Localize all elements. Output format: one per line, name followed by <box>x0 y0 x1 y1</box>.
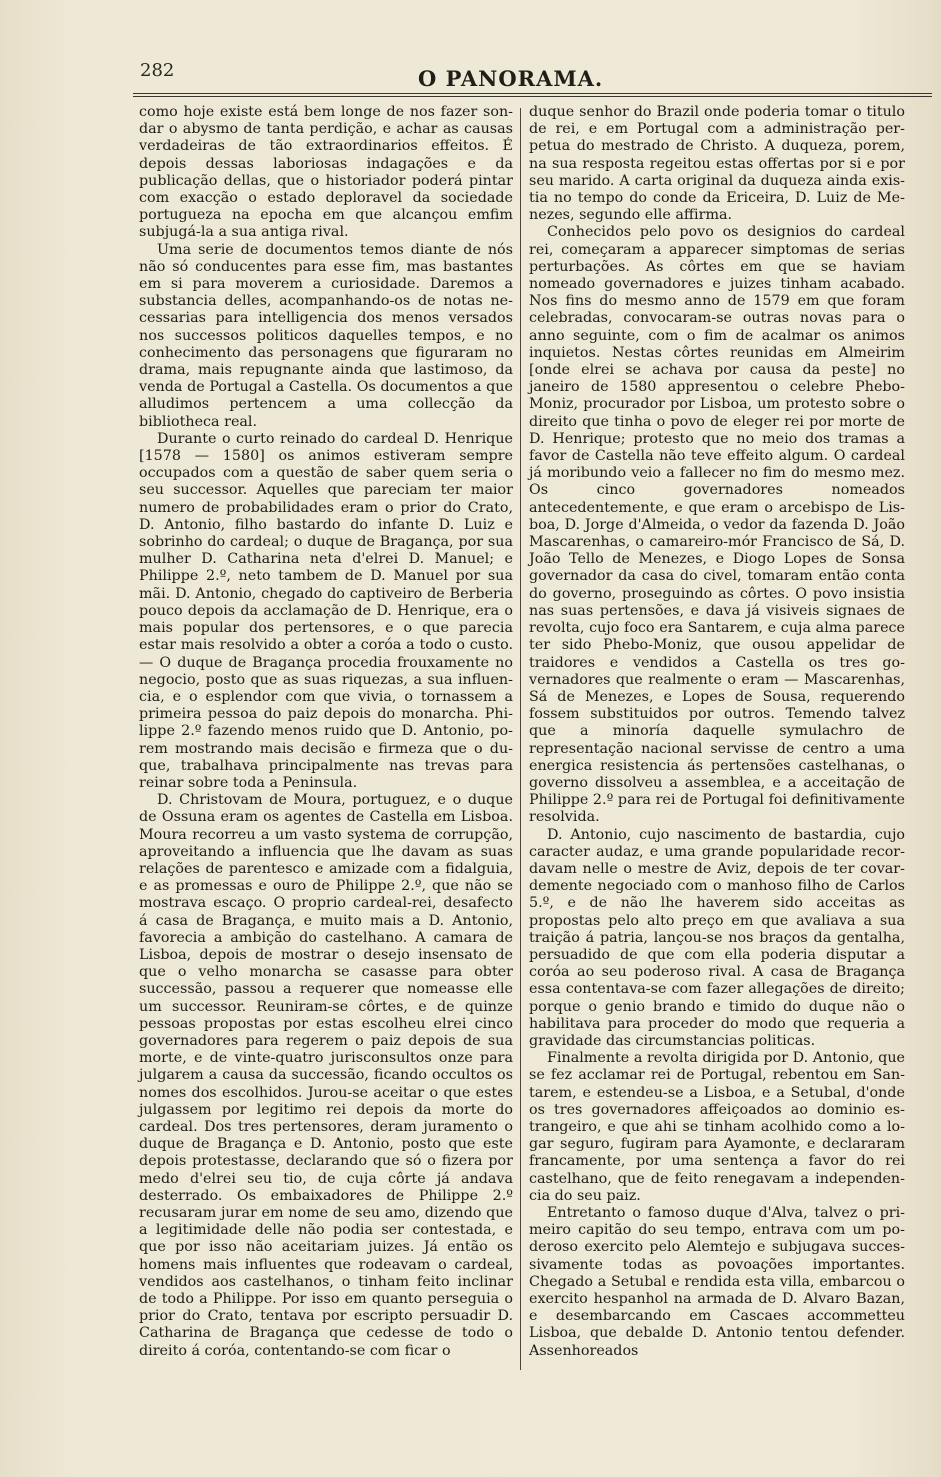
masthead-title: O PANORAMA. <box>418 66 604 91</box>
header-rule-top <box>133 93 932 94</box>
right-paragraph-3: D. Antonio, cujo nascimento de bastardia, cujo caracter audaz, e uma grande popularidade recordavam nelle o mestre de Aviz, depois de ter covardemente negociado com o manhoso filho de Carlos 5.º, e de não lhe haverem sido acceitas as propostas pelo alto preço em que avaliava a sua traição á patria, lançou-se nos braços da gentalha, persuadido de que com ella poderia disputar a coróa ao seu poderoso rival. A casa de Bragança essa contentava-se com fazer allegações de direito; porque o genio brando e timido do duque não o habilitava para proceder do modo que requeria a gravidade das circumstancias politicas. <box>529 826 905 1049</box>
header-rule-bottom <box>133 96 932 97</box>
right-paragraph-1: duque senhor do Brazil onde poderia tomar o titulo de rei, e em Portugal com a administração perpetua do mestrado de Christo. A duqueza, porem, na sua resposta regeitou estas offertas por si e por seu marido. A carta original da duqueza ainda existia no tempo do conde da Ericeira, D. Luiz de Menezes, segundo elle affirma. <box>529 104 905 224</box>
right-paragraph-2: Conhecidos pelo povo os designios do cardeal rei, começaram a apparecer simptomas de serias perturbações. As côrtes em que se haviam nomeado governadores e juizes tinham acabado. Nos fins do mesmo anno de 1579 em que foram celebradas, convocaram-se outras novas para o anno seguinte, com o fim de acalmar os animos inquietos. Nestas côrtes reunidas em Almeirim [onde elrei se achava por causa da peste] no janeiro de 1580 appresentou o celebre Phebo-Moniz, procurador por Lisboa, um protesto sobre o direito que tinha o povo de eleger rei por morte de D. Henrique; protesto que no meio dos tramas a favor de Castella não teve effeito algum. O cardeal já moribundo veio a fallecer no fim do mesmo mez. Os cinco governadores nomeados antecedentemente, e que eram o arcebispo de Lisboa, D. Jorge d'Almeida, o vedor da fazenda D. João Mascarenhas, o camareiro-mór Francisco de Sá, D. João Tello de Menezes, e Diogo Lopes de Sonsa governador da casa do civel, tomaram então conta do governo, proseguindo as côrtes. O povo insistia nas suas pertensões, e dava já visiveis signaes de revolta, cujo foco era Santarem, e cuja alma parece ter sido Phebo-Moniz, que ousou appelidar de traidores e vendidos a Castella os tres governadores que realmente o eram — Mascarenhas, Sá de Menezes, e Lopes de Sousa, requerendo fossem substituidos por outros. Temendo talvez que a minoría daquelle symulachro de representação nacional servisse de centro a uma energica resistencia ás pertensões castelhanas, o governo dissolveu a assemblea, e a acceitação de Philippe 2.º para rei de Portugal foi definitivamente resolvida. <box>529 224 905 826</box>
left-paragraph-4: D. Christovam de Moura, portuguez, e o duque de Ossuna eram os agentes de Castella em Lisboa. Moura recorreu a um vasto systema de corrupção, aproveitando a influencia que lhe davam as suas relações de parentesco e amizade com a fidalguia, e as promessas e ouro de Philippe 2.º, que não se mostrava escaço. O proprio cardeal-rei, desafecto á casa de Bragança, e muito mais a D. Antonio, favorecia a ambição do castelhano. A camara de Lisboa, depois de mostrar o desejo insensato de que o velho monarcha se casasse para obter successão, passou a requerer que nomeasse elle um successor. Reuniram-se côrtes, e de quinze pessoas propostas por estas escolheu elrei cinco governadores para regerem o paiz depois de sua morte, e de vinte-quatro jurisconsultos onze para julgarem a causa da successão, ficando occultos os nomes dos escolhidos. Jurou-se aceitar o que estes julgassem por legitimo rei depois da morte do cardeal. Dos tres pertensores, deram juramento o duque de Bragança e D. Antonio, posto que este depois protestasse, declarando que só o fizera por medo d'elrei seu tio, de cuja côrte já andava desterrado. Os embaixadores de Philippe 2.º recusaram jurar em nome de seu amo, dizendo que a legitimidade delle não podia ser contestada, e que por isso não aceitariam juizes. Já então os homens mais influentes que rodeavam o cardeal, vendidos aos castelhanos, o tinham feito inclinar de todo a Philippe. Por isso em quanto perseguia o prior do Crato, tentava por escripto persuadir D. Catharina de Bragança que cedesse de todo o direito á coróa, contentando-se com ficar o <box>139 792 513 1359</box>
column-separator <box>520 108 521 1370</box>
left-paragraph-3: Durante o curto reinado do cardeal D. Henrique [1578 — 1580] os animos estiveram sempre occupados com a questão de saber quem seria o seu successor. Aquelles que pareciam ter maior numero de probabilidades eram o prior do Crato, D. Antonio, filho bastardo do infante D. Luiz e sobrinho do cardeal; o duque de Bragança, por sua mulher D. Catharina neta d'elrei D. Manuel; e Philippe 2.º, neto tambem de D. Manuel por sua mãi. D. Antonio, chegado do captiveiro de Berberia pouco depois da acclamação de D. Henrique, era o mais popular dos pertensores, e o que parecia estar mais resolvido a obter a coróa a todo o custo. — O duque de Bragança procedia frouxamente no negocio, posto que as suas riquezas, a sua influencia, e o esplendor com que vivia, o tornassem a primeira pessoa do paiz depois do monarcha. Philippe 2.º fazendo menos ruido que D. Antonio, porem mostrando mais decisão e firmeza que o duque, trabalhava principalmente nas trevas para reinar sobre toda a Peninsula. <box>139 430 513 791</box>
left-column <box>139 104 513 1360</box>
right-column <box>529 104 905 1360</box>
page-number: 282 <box>140 60 175 81</box>
right-paragraph-5: Entretanto o famoso duque d'Alva, talvez o primeiro capitão do seu tempo, entrava com um poderoso exercito pelo Alemtejo e subjugava successivamente todas as povoações importantes. Chegado a Setubal e rendida esta villa, embarcou o exercito hespanhol na armada de D. Alvaro Bazan, e desembarcando em Cascaes accommetteu Lisboa, que debalde D. Antonio tentou defender. Assenhoreados <box>529 1205 905 1359</box>
left-paragraph-2: Uma serie de documentos temos diante de nós não só conducentes para esse fim, mas bastantes em si para moverem a curiosidade. Daremos a substancia delles, acompanhando-os de notas necessarias para intelligencia dos menos versados nos successos politicos daquelles tempos, e no conhecimento das personagens que figuraram no drama, mais repugnante ainda que lastimoso, da venda de Portugal a Castella. Os documentos a que alludimos pertencem a uma collecção da bibliotheca real. <box>139 241 513 430</box>
left-paragraph-1: como hoje existe está bem longe de nos fazer sondar o abysmo de tanta perdição, e achar as causas verdadeiras de tão extraordinarios effeitos. É depois dessas laboriosas indagações e da publicação dellas, que o historiador poderá pintar com exacção o estado deploravel da sociedade portugueza na epocha em que alcançou emfim subjugá-la a sua antiga rival. <box>139 104 513 241</box>
right-paragraph-4: Finalmente a revolta dirigida por D. Antonio, que se fez acclamar rei de Portugal, rebentou em Santarem, e estendeu-se a Lisboa, e a Setubal, d'onde os tres governadores affeiçoados ao dominio estrangeiro, e que ahi se tinham acolhido como a logar seguro, fugiram para Ayamonte, e declararam francamente, por uma sentença a favor do rei castelhano, que de feito renegavam a independencia do seu paiz. <box>529 1050 905 1204</box>
